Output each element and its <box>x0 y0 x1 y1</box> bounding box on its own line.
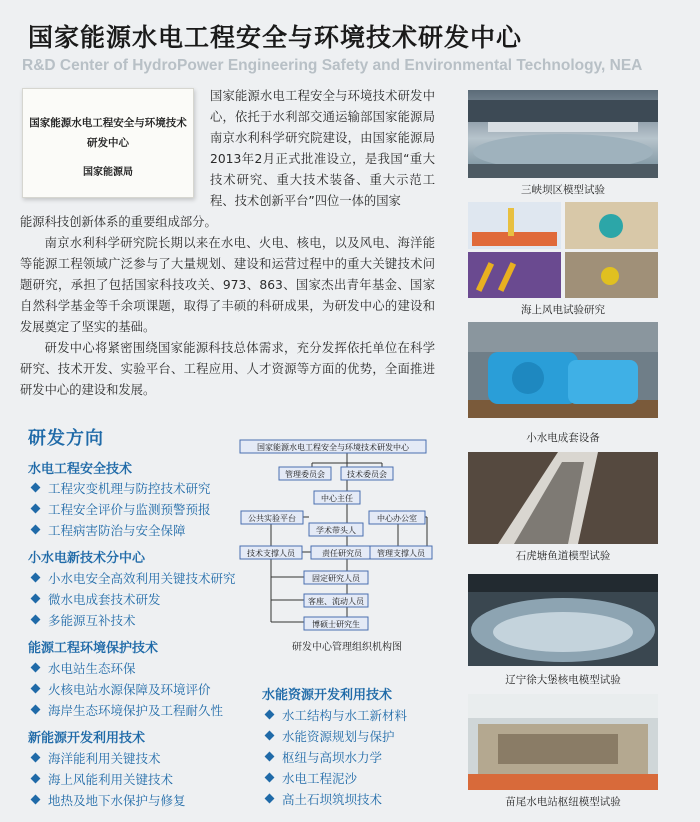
org-chart-caption: 研发中心管理组织机构图 <box>292 642 402 653</box>
intro-paragraph-2: 南京水利科学研究院长期以来在水电、火电、核电，以及风电、海洋能等能源工程领域广泛参与了大量规划、建设和运营过程中的重大关键技术问题研究，承担了包括国家科技攻关、973、863、国家杰出青年基金、国家自然科学基金等千余项课题，取得了丰硕的科研成果，为研发中心的建设和发展奠定了坚实的基础。 <box>20 236 435 334</box>
org-box-tech-support <box>240 546 302 559</box>
list-item: 工程病害防治与安全保障 <box>32 521 186 539</box>
photo-fishway-model <box>468 452 658 544</box>
list-item: 水电工程泥沙 <box>266 769 357 787</box>
org-box-responsible-researcher-label: 责任研究员 <box>322 549 362 558</box>
photo-caption: 石虎塘鱼道模型试验 <box>515 550 611 562</box>
list-item: 小水电安全高效利用关键技术研究 <box>32 569 236 587</box>
page-subtitle-english: R&D Center of HydroPower Engineering Safety and Environmental Technology, NEA <box>22 57 643 74</box>
list-item: 海上风能利用关键技术 <box>32 770 173 788</box>
section-title: 新能源开发利用技术 <box>28 731 146 746</box>
dam-model-illustration <box>468 90 658 178</box>
intro-paragraph-3: 研发中心将紧密围绕国家能源科技总体需求，充分发挥依托单位在科学研究、技术开发、实验平台、工程应用、人才资源等方面的优势，全面推进研发中心的建设和发展。 <box>20 341 435 397</box>
fishway-illustration <box>468 452 658 544</box>
org-box-responsible-researcher <box>311 546 373 559</box>
plaque-line-3: 国家能源局 <box>83 167 133 178</box>
list-item: 海洋能利用关键技术 <box>32 749 161 767</box>
photo-caption: 苗尾水电站枢纽模型试验 <box>505 796 621 808</box>
org-box-tech-support-label: 技术支撑人员 <box>247 549 295 558</box>
photo-caption: 海上风电试验研究 <box>521 304 605 316</box>
page-title: 国家能源水电工程安全与环境技术研发中心 <box>28 23 523 52</box>
list-item: 多能源互补技术 <box>32 611 136 629</box>
photo-caption: 辽宁徐大堡核电模型试验 <box>505 674 621 686</box>
basin-model-illustration <box>468 574 658 666</box>
org-box-mgmt-committee <box>279 467 331 480</box>
org-box-tech-committee <box>341 467 393 480</box>
org-box-fixed-staff-label: 固定研究人员 <box>312 574 360 583</box>
org-box-fixed-staff <box>304 571 368 584</box>
org-box-mgmt-committee-label: 管理委员会 <box>285 470 325 479</box>
org-box-academic-lead <box>309 523 363 536</box>
plaque-line-2: 研发中心 <box>87 137 129 149</box>
section-title: 小水电新技术分中心 <box>28 551 146 566</box>
photo-miaowei-hydropower-model <box>468 694 658 790</box>
list-item: 枢纽与高坝水力学 <box>266 748 382 766</box>
research-directions-heading: 研发方向 <box>28 428 104 449</box>
org-box-director-label: 中心主任 <box>321 494 353 503</box>
photo-offshore-wind <box>468 202 658 298</box>
org-box-tech-committee-label: 技术委员会 <box>347 470 387 479</box>
list-item: 地热及地下水保护与修复 <box>32 791 186 809</box>
section-title: 水电工程安全技术 <box>28 462 133 477</box>
plaque-line-1: 国家能源水电工程安全与环境技术 <box>29 117 187 129</box>
list-item: 海岸生态环境保护及工程耐久性 <box>32 701 223 719</box>
photo-small-hydro-equipment <box>468 322 658 418</box>
intro-paragraph-1-continued: 能源科技创新体系的重要组成部分。 <box>20 215 217 229</box>
org-box-mgmt-support-label: 管理支撑人员 <box>377 549 425 558</box>
section-title: 能源工程环境保护技术 <box>28 641 159 656</box>
org-box-graduate-students <box>304 617 368 630</box>
section-title: 水能资源开发利用技术 <box>262 688 393 703</box>
org-box-director <box>314 491 360 504</box>
org-box-public-platform <box>241 511 303 524</box>
org-box-office-label: 中心办公室 <box>377 514 417 523</box>
org-box-academic-lead-label: 学术带头人 <box>316 526 356 535</box>
org-box-mgmt-support <box>370 546 432 559</box>
org-box-public-platform-label: 公共实验平台 <box>248 514 296 523</box>
hall-model-illustration <box>468 694 658 790</box>
org-box-visiting-staff-label: 客座、流动人员 <box>308 597 364 606</box>
list-item: 微水电成套技术研发 <box>32 590 161 608</box>
generator-illustration <box>468 322 658 418</box>
list-item: 水电站生态环保 <box>32 659 136 677</box>
photo-caption: 三峡坝区模型试验 <box>521 184 605 196</box>
offshore-wind-collage <box>468 202 658 298</box>
org-box-top-label: 国家能源水电工程安全与环境技术研发中心 <box>257 443 409 452</box>
org-box-graduate-students-label: 博硕士研究生 <box>312 620 360 629</box>
list-item: 工程安全评价与监测预警预报 <box>32 500 211 518</box>
intro-paragraph-1: 国家能源水电工程安全与环境技术研发中心，依托于水利部交通运输部国家能源局南京水利科学研究院建设，由国家能源局2013年2月正式批准设立，是我国“重大技术研究、重大技术装备、重大示范工程、技术创新平台”四位一体的国家 <box>210 89 435 208</box>
list-item: 高土石坝筑坝技术 <box>266 790 382 808</box>
photo-caption: 小水电成套设备 <box>526 432 600 444</box>
list-item: 火核电站水源保障及环境评价 <box>32 680 211 698</box>
org-box-top <box>240 440 426 453</box>
list-item: 水工结构与水工新材料 <box>266 706 407 724</box>
list-item: 水能资源规划与保护 <box>266 727 395 745</box>
photo-three-gorges-model <box>468 90 658 178</box>
org-box-office <box>369 511 425 524</box>
org-box-visiting-staff <box>304 594 368 607</box>
photo-nuclear-plant-model <box>468 574 658 666</box>
list-item: 工程灾变机理与防控技术研究 <box>32 479 211 497</box>
